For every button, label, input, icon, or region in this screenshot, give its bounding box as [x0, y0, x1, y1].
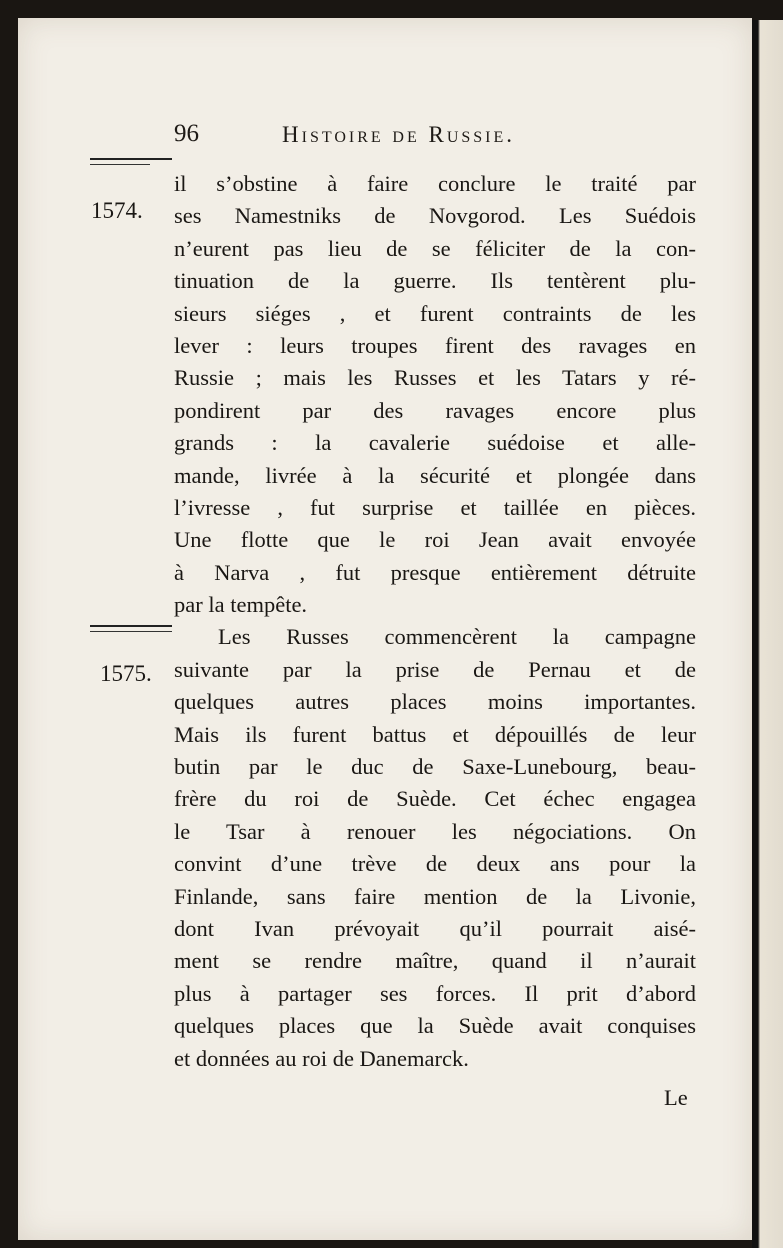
text-line: quelques autres places moins importantes.: [174, 689, 696, 715]
text-line: convint d’une trève de deux ans pour la: [174, 851, 696, 877]
body-text: [174, 168, 696, 1075]
margin-rule-1b: [90, 164, 150, 165]
text-line: Russie ; mais les Russes et les Tatars y ré-: [174, 365, 696, 391]
text-line: tinuation de la guerre. Ils tentèrent plu-: [174, 268, 696, 294]
text-line: suivante par la prise de Pernau et de: [174, 656, 696, 682]
next-page-edge: [752, 20, 783, 1248]
text-line: ment se rendre maître, quand il n’aurait: [174, 948, 696, 974]
book-page: [18, 18, 752, 1240]
page-header: [18, 120, 752, 156]
text-line: Finlande, sans faire mention de la Livonie,: [174, 883, 696, 909]
text-line: pondirent par des ravages encore plus: [174, 397, 696, 423]
text-line: et données au roi de Danemarck.: [174, 1045, 469, 1071]
text-line: plus à partager ses forces. Il prit d’abord: [174, 980, 696, 1006]
text-line: le Tsar à renouer les négociations. On: [174, 818, 696, 844]
text-line: sieurs siéges , et furent contraints de les: [174, 300, 696, 326]
text-line: Mais ils furent battus et dépouillés de leur: [174, 721, 696, 747]
page-number: 96: [174, 120, 199, 147]
text-line: à Narva , fut presque entièrement détruite: [174, 559, 696, 585]
margin-year-1575: 1575.: [100, 661, 152, 686]
text-line: Une flotte que le roi Jean avait envoyée: [174, 527, 696, 553]
text-line: mande, livrée à la sécurité et plongée dans: [174, 462, 696, 488]
text-line: butin par le duc de Saxe-Lunebourg, beau-: [174, 754, 696, 780]
running-title: Histoire de Russie.: [282, 122, 516, 147]
margin-rule-2: [90, 625, 172, 627]
margin-rule-2b: [90, 631, 172, 632]
margin-year-1574: 1574.: [91, 198, 143, 223]
margin-rule-1: [90, 158, 172, 160]
text-line: n’eurent pas lieu de se féliciter de la con-: [174, 235, 696, 261]
text-line: par la tempête.: [174, 592, 308, 618]
text-line: grands : la cavalerie suédoise et alle-: [174, 430, 696, 456]
text-line: ses Namestniks de Novgorod. Les Suédois: [174, 203, 696, 229]
text-line: dont Ivan prévoyait qu’il pourrait aisé-: [174, 915, 696, 941]
text-line: l’ivresse , fut surprise et taillée en pièces.: [174, 494, 696, 520]
text-line: il s’obstine à faire conclure le traité par: [174, 171, 696, 196]
text-line: lever : leurs troupes firent des ravages en: [174, 332, 696, 358]
catchword: Le: [664, 1085, 688, 1110]
paragraph-first-line: Les Russes commencèrent la campagne: [218, 624, 696, 650]
text-line: frère du roi de Suède. Cet échec engagea: [174, 786, 696, 812]
text-line: quelques places que la Suède avait conquises: [174, 1013, 696, 1039]
